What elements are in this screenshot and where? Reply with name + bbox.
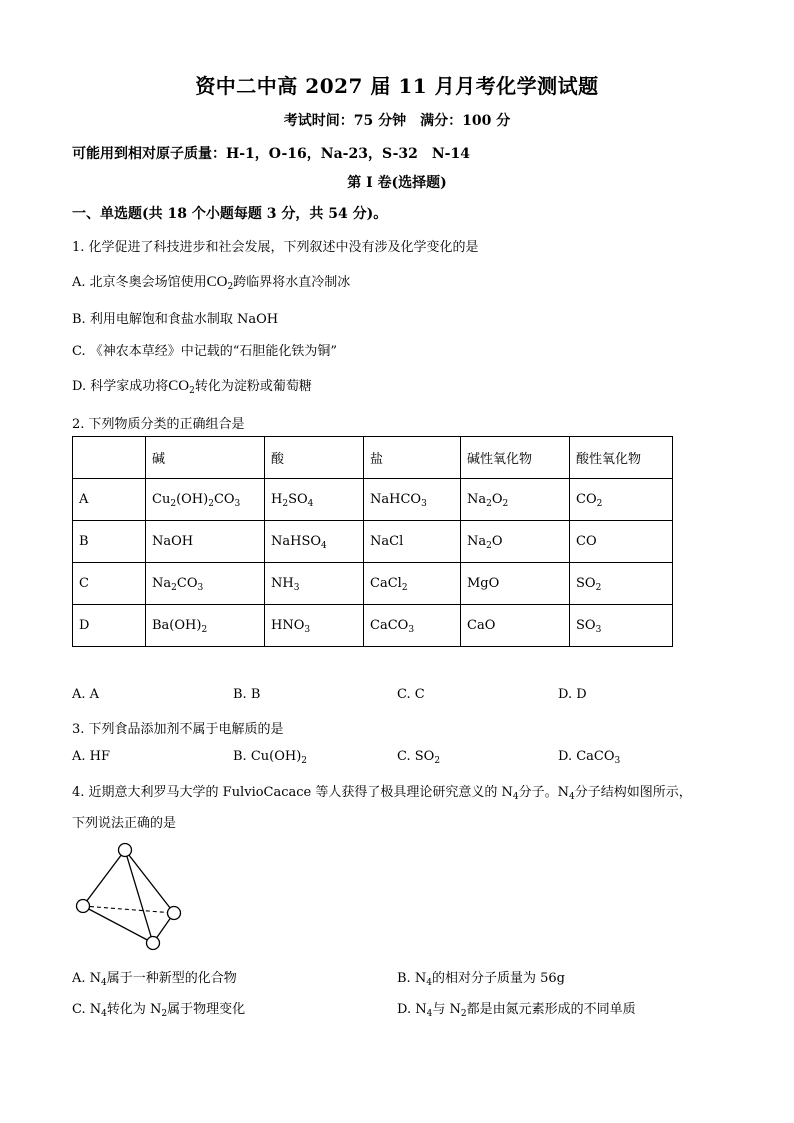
question-3-option-c: C. $SO_2$ (397, 749, 441, 766)
bond-line (83, 850, 125, 906)
table-cell: $CO_2$ (570, 479, 673, 521)
table-cell: C (73, 563, 146, 605)
table-cell: $Ba(OH)_2$ (146, 605, 265, 647)
table-header-cell: 盐 (364, 437, 461, 479)
table-cell: $Na_2O$ (461, 521, 570, 563)
table-cell: $HNO_3$ (265, 605, 364, 647)
question-4-stem-line2: 下列说法正确的是 (72, 816, 177, 831)
volume-label: 第 I 卷(选择题) (347, 175, 447, 191)
question-4-option-d: D. $N_4$与 $N_2$都是由氮元素形成的不同单质 (397, 1002, 636, 1019)
table-cell: $SO_2$ (570, 563, 673, 605)
table-cell: $Na_2CO_3$ (146, 563, 265, 605)
nitrogen-atom (77, 900, 90, 913)
question-4-option-c: C. $N_4$转化为 $N_2$属于物理变化 (72, 1002, 246, 1019)
table-header-cell (73, 437, 146, 479)
question-1-option-c: C. 《神农本草经》中记载的“石胆能化铁为铜” (72, 344, 338, 359)
question-4-option-b: B. $N_4$的相对分子质量为 56g (397, 971, 565, 988)
nitrogen-atom (119, 844, 132, 857)
table-header-cell: 碱 (146, 437, 265, 479)
table-cell: $Na_2O_2$ (461, 479, 570, 521)
table-cell: MgO (461, 563, 570, 605)
table-row (73, 479, 673, 521)
table-cell: $SO_3$ (570, 605, 673, 647)
page-title: 资中二中高 2027 届 11 月月考化学测试题 (195, 74, 599, 98)
table-cell: $NH_3$ (265, 563, 364, 605)
section-heading: 一、单选题(共 18 个小题每题 3 分，共 54 分)。 (72, 206, 388, 222)
classification-table (72, 436, 673, 647)
table-cell: CaCO$_3$ (364, 605, 461, 647)
table-header-cell: 酸性氧化物 (570, 437, 673, 479)
table-cell: A (73, 479, 146, 521)
n4-molecule-diagram (70, 838, 188, 956)
question-3-stem: 3. 下列食品添加剂不属于电解质的是 (72, 722, 284, 737)
question-3-option-b: B. $Cu(OH)_2$ (233, 749, 308, 766)
table-cell: D (73, 605, 146, 647)
question-4-option-a: A. $N_4$属于一种新型的化合物 (72, 971, 237, 988)
question-1-option-b: B. 利用电解饱和食盐水制取 NaOH (72, 312, 279, 327)
question-3-option-a: A. HF (72, 749, 111, 764)
atomic-masses: 可能用到相对原子质量：H-1，O-16，Na-23，S-32 N-14 (72, 146, 470, 162)
question-2-stem: 2. 下列物质分类的正确组合是 (72, 417, 245, 432)
table-header-cell: 碱性氧化物 (461, 437, 570, 479)
question-1-option-a: A. 北京冬奥会场馆使用$CO_2$跨临界将水直冷制冰 (72, 274, 351, 292)
question-2-option-d: D. D (558, 687, 587, 702)
question-4-stem-line1: 4. 近期意大利罗马大学的 FulvioCacace 等人获得了极具理论研究意义的 $N_4$分子。$N_4$分子结构如图所示， (72, 785, 692, 802)
table-row (73, 605, 673, 647)
table-cell: NaOH (146, 521, 265, 563)
table-cell: $Cu_2(OH)_2CO_3$ (146, 479, 265, 521)
question-2-option-c: C. C (397, 687, 425, 702)
nitrogen-atom (168, 907, 181, 920)
table-header-cell: 酸 (265, 437, 364, 479)
question-2-option-a: A. A (72, 687, 100, 702)
table-cell: NaHSO$_4$ (265, 521, 364, 563)
table-row (73, 521, 673, 563)
bond-line (125, 850, 153, 943)
table-cell: CO (570, 521, 673, 563)
question-2-option-b: B. B (233, 687, 261, 702)
table-cell: B (73, 521, 146, 563)
table-header-row (73, 437, 673, 479)
nitrogen-atom (147, 937, 160, 950)
bond-line (125, 850, 174, 913)
exam-info: 考试时间：75 分钟 满分：100 分 (283, 113, 511, 129)
question-1-stem: 1. 化学促进了科技进步和社会发展，下列叙述中没有涉及化学变化的是 (72, 240, 479, 255)
table-cell: NaCl (364, 521, 461, 563)
table-cell: CaCl$_2$ (364, 563, 461, 605)
question-1-option-d: D. 科学家成功将$CO_2$转化为淀粉或葡萄糖 (72, 378, 312, 396)
bond-line (83, 906, 153, 943)
table-cell: CaO (461, 605, 570, 647)
question-3-option-d: D. CaCO$_3$ (558, 749, 621, 766)
table-cell: $H_2SO_4$ (265, 479, 364, 521)
table-row (73, 563, 673, 605)
table-cell: NaHCO$_3$ (364, 479, 461, 521)
hidden-bond-line (83, 906, 174, 913)
